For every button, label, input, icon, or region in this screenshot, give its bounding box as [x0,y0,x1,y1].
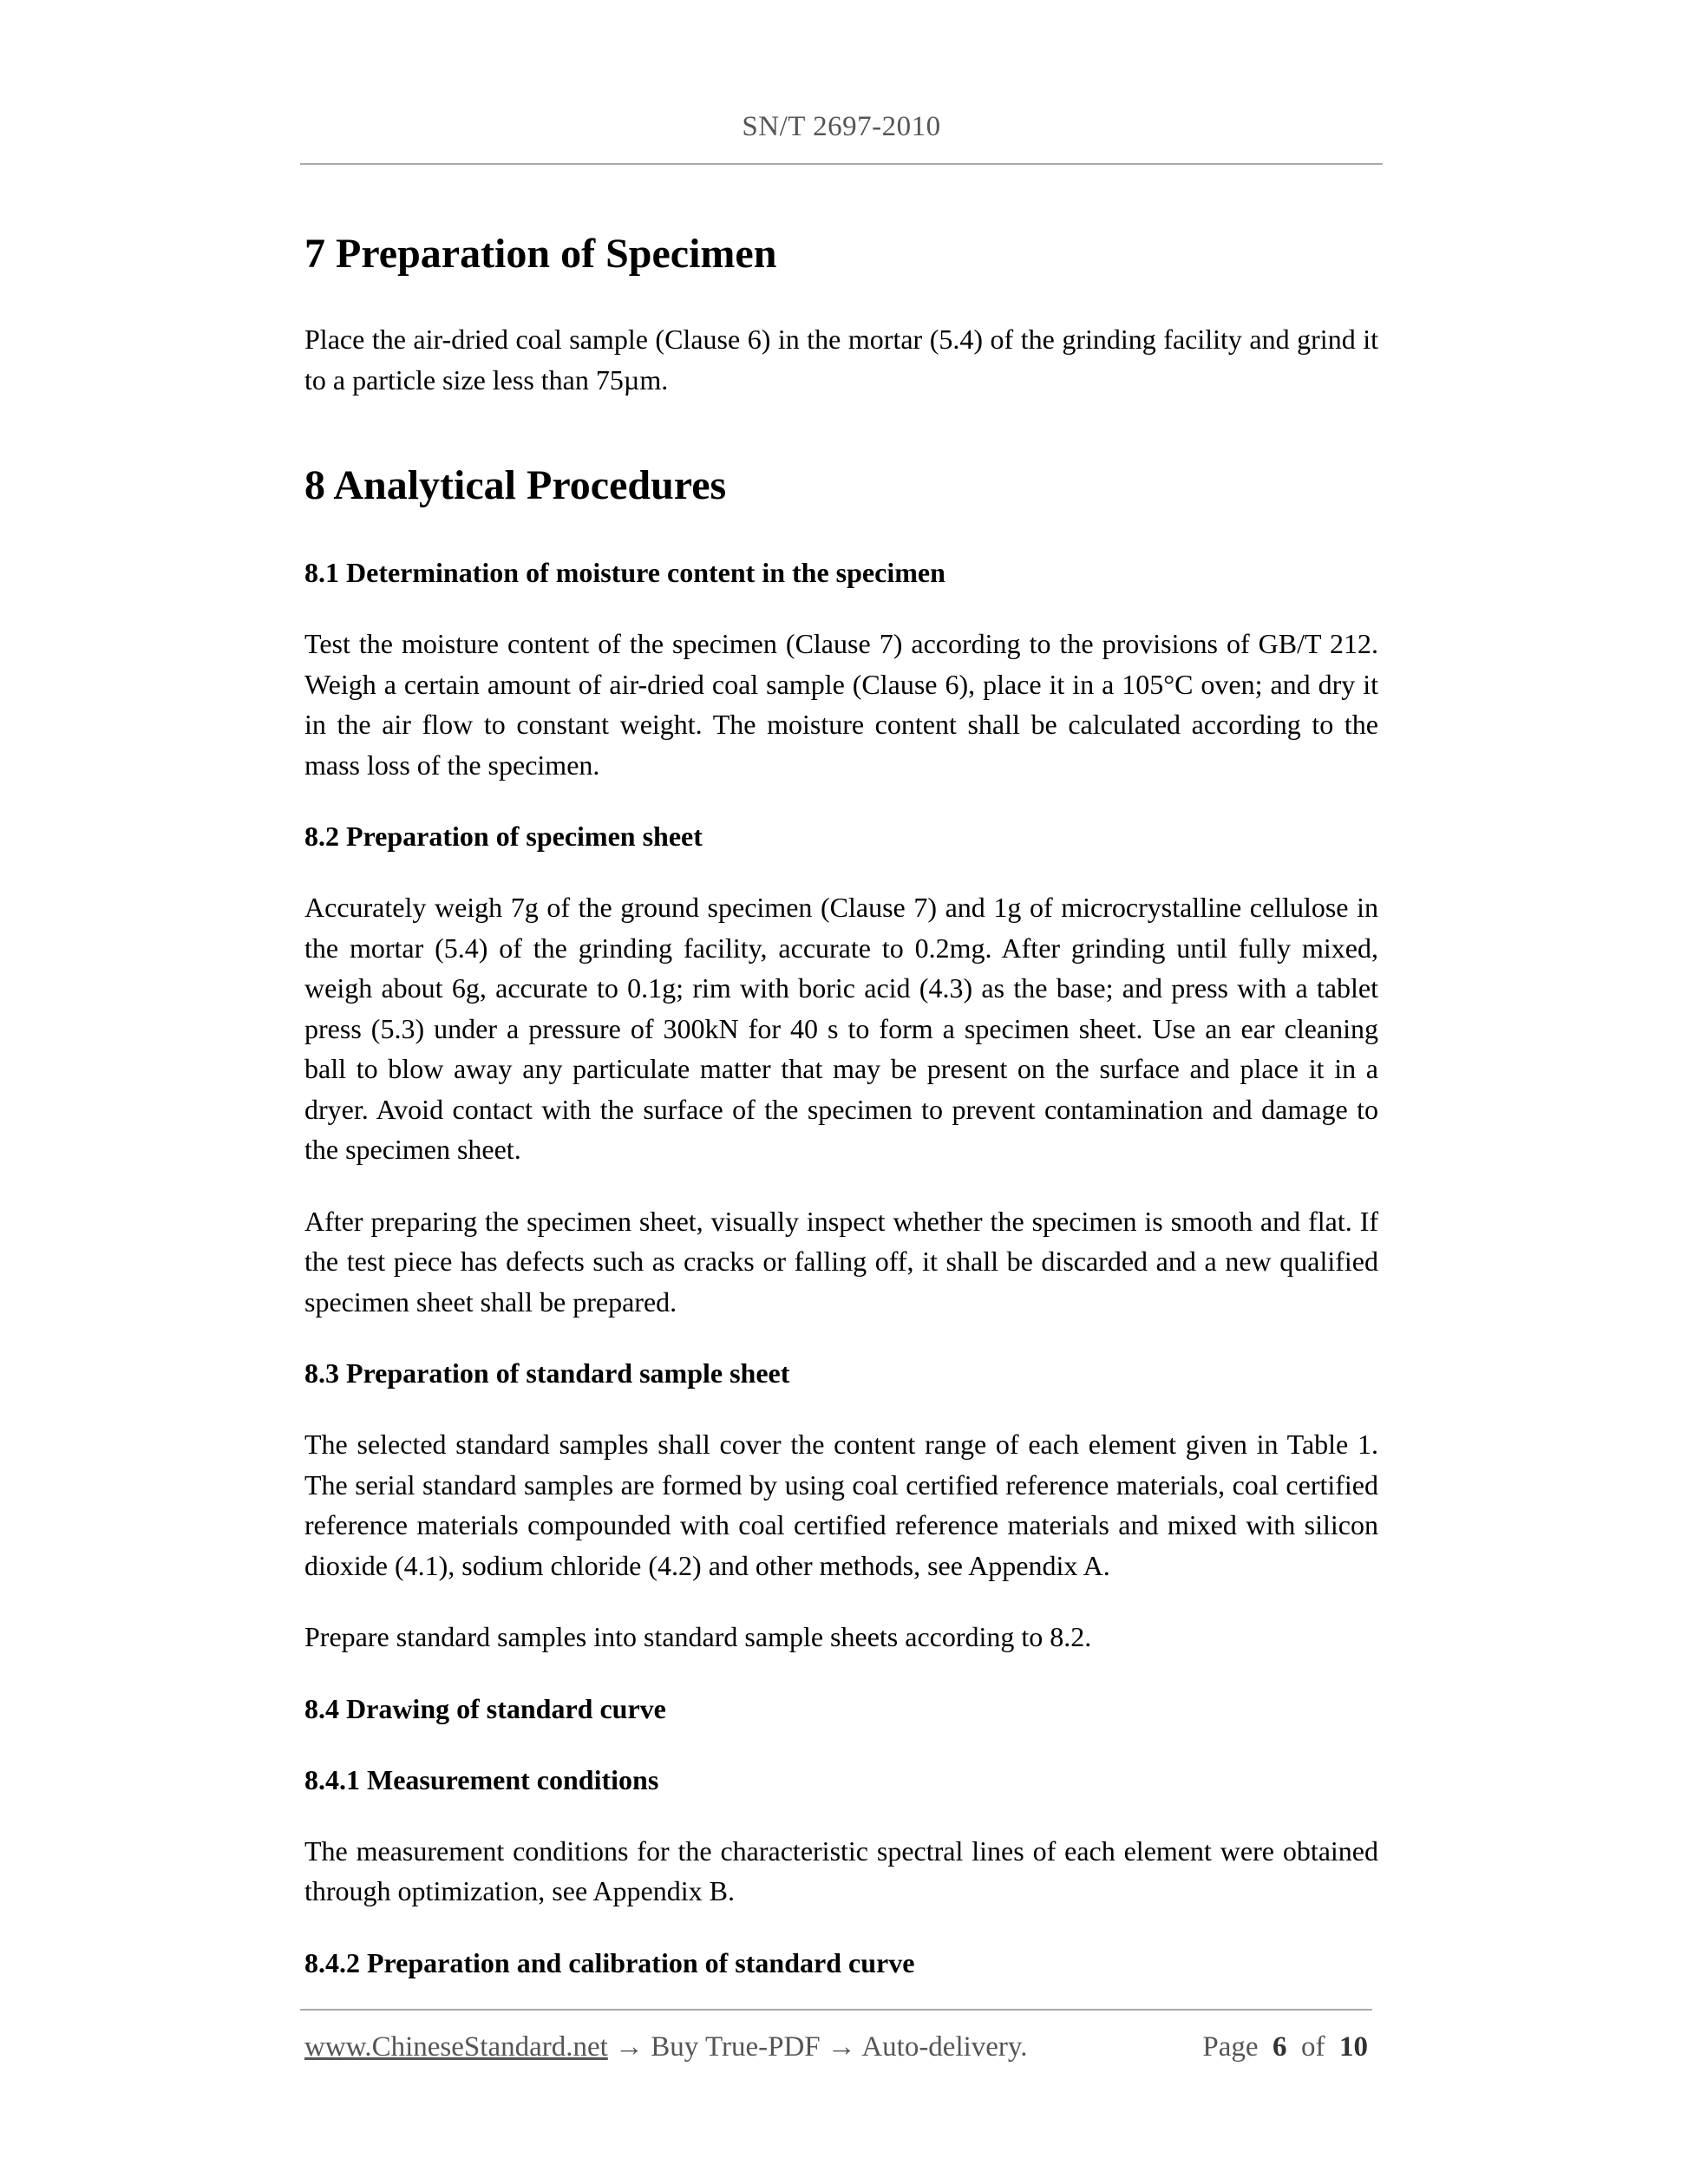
section-8-4-1-paragraph: The measurement conditions for the characteristic spectral lines of each element were obtained through optimization, see Appendix B. [304,1834,1378,1906]
section-8-1-heading: 8.1 Determination of moisture content in the specimen [304,557,945,588]
buy-true-pdf-text: Buy True-PDF [651,2031,821,2063]
section-8-4-1-heading: 8.4.1 Measurement conditions [304,1763,659,1795]
footer-divider [300,2009,1372,2011]
page-footer [304,2031,1368,2071]
current-page: 6 [1273,2031,1287,2063]
section-8-3-heading: 8.3 Preparation of standard sample sheet [304,1357,790,1389]
section-8-3-paragraph-2: Prepare standard samples into standard sample sheets according to 8.2. [304,1621,1092,1652]
auto-delivery-text: Auto-delivery. [861,2031,1028,2063]
of-label: of [1301,2031,1325,2063]
chinesestandard-link[interactable]: www.ChineseStandard.net [304,2031,608,2063]
section-8-1-paragraph: Test the moisture content of the specimen (Clause 7) according to the provisions of GB/T 212. Weigh a certain amount of air-dried coal sample (Clause 6), place it in a 105°C oven; and dry it in the air flow to constant weight. The moisture content shall be calculated according to the mass loss of the specimen. [304,628,1378,781]
section-8-4-2-heading: 8.4.2 Preparation and calibration of standard curve [304,1946,915,1978]
total-pages: 10 [1339,2031,1368,2063]
section-8-4-heading: 8.4 Drawing of standard curve [304,1692,666,1724]
section-8-3-paragraph-1: The selected standard samples shall cover the content range of each element given in Table 1. The serial standard samples are formed by using coal certified reference materials, coal certified reference materials compounded with coal certified reference materials and mixed with silicon dioxide (4.1), sodium chloride (4.2) and other methods, see Appendix A. [304,1429,1378,1581]
section-8-2-paragraph-1: Accurately weigh 7g of the ground specimen (Clause 7) and 1g of microcrystalline cellulose in the mortar (5.4) of the grinding facility, accurate to 0.2mg. After grinding until fully mixed, weigh about 6g, accurate to 0.1g; rim with boric acid (4.3) as the base; and press with a tablet press (5.3) under a pressure of 300kN for 40 s to form a specimen sheet. Use an ear cleaning ball to blow away any particulate matter that may be present on the surface and place it in a dryer. Avoid contact with the surface of the specimen to prevent contamination and damage to the specimen sheet. [304,892,1378,1165]
section-7-heading: 7 Preparation of Specimen [304,231,777,277]
arrow-right-icon: → [827,2031,856,2063]
header-divider [300,163,1383,165]
arrow-right-icon: → [615,2031,644,2063]
page-header-title: SN/T 2697-2010 [742,111,941,142]
section-8-2-heading: 8.2 Preparation of specimen sheet [304,821,703,852]
page-number [1202,2031,1368,2063]
document-body [304,224,1378,1983]
page-label: Page [1202,2031,1259,2063]
footer-promo [304,2031,1028,2063]
section-8-heading: 8 Analytical Procedures [304,462,727,508]
section-8-2-paragraph-2: After preparing the specimen sheet, visually inspect whether the specimen is smooth and flat. If the test piece has defects such as cracks or falling off, it shall be discarded and a new qualified specimen sheet shall be prepared. [304,1205,1378,1318]
section-7-paragraph: Place the air-dried coal sample (Clause 6) in the mortar (5.4) of the grinding facility and grind it to a particle size less than 75µm. [304,324,1378,396]
